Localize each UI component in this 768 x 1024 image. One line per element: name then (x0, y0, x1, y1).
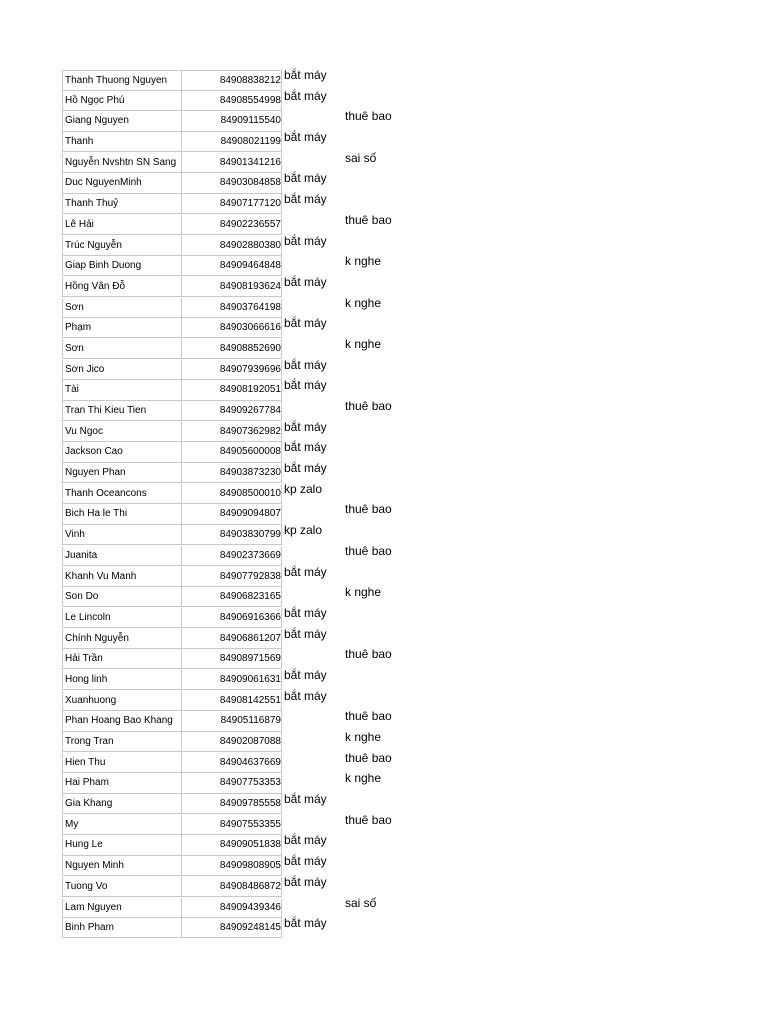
call-status-cell[interactable]: bắt máy (284, 130, 327, 145)
contact-name-cell[interactable]: Sơn (62, 339, 182, 359)
contact-name-cell[interactable]: Vinh (62, 525, 182, 545)
phone-number-cell[interactable]: 84908192051 (181, 380, 282, 400)
call-status-cell[interactable]: kp zalo (284, 481, 323, 496)
contact-name-cell[interactable]: Sơn (62, 298, 182, 318)
phone-number-cell[interactable]: 84908486872 (181, 877, 282, 897)
phone-number-cell[interactable]: 84906861207 (181, 629, 282, 649)
table-row (62, 564, 522, 588)
phone-number-cell[interactable]: 84909439346 (181, 898, 282, 918)
phone-number-cell[interactable]: 84909464848 (181, 256, 282, 276)
contact-name-cell[interactable]: Le Lincoln (62, 608, 182, 628)
note-cell[interactable]: thuê bao (345, 750, 392, 765)
phone-number-cell[interactable]: 84908852690 (181, 339, 282, 359)
contact-name-cell[interactable]: Hung Le (62, 835, 182, 855)
note-cell[interactable]: k nghe (345, 295, 382, 310)
contact-name-cell[interactable]: Binh Pham (62, 918, 182, 938)
table-row (62, 874, 522, 898)
phone-number-cell[interactable]: 84909267784 (181, 401, 282, 421)
note-cell[interactable]: thuê bao (345, 502, 392, 517)
phone-number-cell[interactable]: 84903873230 (181, 463, 282, 483)
table-row (62, 794, 522, 815)
call-status-cell[interactable]: bắt máy (284, 316, 327, 331)
phone-number-cell[interactable]: 84908142551 (181, 691, 282, 711)
phone-number-cell[interactable]: 84908021199 (181, 132, 282, 152)
note-cell[interactable]: thuê bao (345, 109, 392, 124)
contact-name-cell[interactable]: Phan Hoang Bao Khang (62, 711, 182, 731)
phone-number-cell[interactable]: 84907553355 (181, 815, 282, 835)
contact-name-cell[interactable]: Hồ Ngọc Phú (62, 91, 182, 111)
note-cell[interactable]: thuê bao (345, 647, 392, 662)
phone-number-cell[interactable]: 84907753353 (181, 773, 282, 793)
call-status-cell[interactable]: bắt máy (284, 605, 327, 620)
phone-number-cell[interactable]: 84905600008 (181, 442, 282, 462)
phone-number-cell[interactable]: 84909808905 (181, 856, 282, 876)
table-row (62, 132, 522, 153)
contact-name-cell[interactable]: Vu Ngoc (62, 422, 182, 442)
table-row (62, 318, 522, 339)
contact-name-cell[interactable]: Gia Khang (62, 794, 182, 814)
note-cell[interactable]: thuê bao (345, 212, 392, 227)
table-row (62, 88, 522, 112)
phone-number-cell[interactable]: 84902880380 (181, 236, 282, 256)
call-status-cell[interactable]: bắt máy (284, 688, 327, 703)
contact-name-cell[interactable]: Hien Thu (62, 753, 182, 773)
call-status-cell[interactable]: bắt máy (284, 88, 327, 103)
contact-name-cell[interactable]: Lam Nguyen (62, 898, 182, 918)
phone-number-cell[interactable]: 84903830799 (181, 525, 282, 545)
phone-number-cell[interactable]: 84904637669 (181, 753, 282, 773)
table-row (62, 274, 522, 298)
phone-number-cell[interactable]: 84907177120 (181, 194, 282, 214)
contact-name-cell[interactable]: Phạm (62, 318, 182, 338)
contact-name-cell[interactable]: Giang Nguyen (62, 111, 182, 131)
call-status-cell[interactable]: bắt máy (284, 626, 327, 641)
contact-name-cell[interactable]: Tran Thi Kieu Tien (62, 401, 182, 421)
phone-number-cell[interactable]: 84909785558 (181, 794, 282, 814)
contact-name-cell[interactable]: Juanita (62, 546, 182, 566)
phone-number-cell[interactable]: 84908971569 (181, 649, 282, 669)
call-status-cell[interactable]: bắt máy (284, 667, 327, 682)
call-status-cell[interactable]: bắt máy (284, 564, 327, 579)
call-status-cell[interactable]: bắt máy (284, 357, 327, 372)
contact-name-cell[interactable]: Tuong Vo (62, 877, 182, 897)
phone-number-cell[interactable]: 84907792838 (181, 567, 282, 587)
phone-number-cell[interactable]: 84907362982 (181, 422, 282, 442)
phone-number-cell[interactable]: 84903066616 (181, 318, 282, 338)
contact-name-cell[interactable]: Giap Binh Duong (62, 256, 182, 276)
contact-name-cell[interactable]: Chính Nguyễn (62, 629, 182, 649)
contact-name-cell[interactable]: Thanh Thuỷ (62, 194, 182, 214)
table-row (62, 525, 522, 546)
table-row (62, 233, 522, 257)
phone-number-cell[interactable]: 84901341216 (181, 153, 282, 173)
note-cell[interactable]: thuê bao (345, 543, 392, 558)
phone-number-cell[interactable]: 84908838212 (181, 70, 282, 91)
table-row (62, 750, 522, 774)
note-cell[interactable]: sai số (345, 895, 377, 910)
call-status-cell[interactable]: kp zalo (284, 523, 323, 538)
note-cell[interactable]: k nghe (345, 585, 382, 600)
contact-name-cell[interactable]: Jackson Cao (62, 442, 182, 462)
contact-name-cell[interactable]: Hồng Vân Đỗ (62, 277, 182, 297)
call-status-cell[interactable]: bắt máy (284, 233, 327, 248)
contact-name-cell[interactable]: Xuanhuong (62, 691, 182, 711)
contact-name-cell[interactable]: My (62, 815, 182, 835)
call-status-cell[interactable]: bắt máy (284, 916, 327, 931)
call-status-cell[interactable]: bắt máy (284, 274, 327, 289)
phone-number-cell[interactable]: 84909248145 (181, 918, 282, 938)
contact-name-cell[interactable]: Son Do (62, 587, 182, 607)
phone-number-cell[interactable]: 84908500010 (181, 484, 282, 504)
note-cell[interactable]: k nghe (345, 771, 382, 786)
table-row (62, 194, 522, 215)
phone-number-cell[interactable]: 84903084858 (181, 173, 282, 193)
table-row (62, 918, 522, 939)
call-status-cell[interactable]: bắt máy (284, 874, 327, 889)
table-row (62, 711, 522, 732)
phone-number-cell[interactable]: 84909115540 (181, 111, 282, 131)
contact-name-cell[interactable]: Sơn Jico (62, 360, 182, 380)
note-cell[interactable]: thuê bao (345, 709, 392, 724)
table-row (62, 626, 522, 650)
contact-name-cell[interactable]: Trúc Nguyễn (62, 236, 182, 256)
note-cell[interactable]: k nghe (345, 730, 382, 744)
phone-number-cell[interactable]: 84909051838 (181, 835, 282, 855)
contact-name-cell[interactable]: Nguyen Phan (62, 463, 182, 483)
note-cell[interactable]: k nghe (345, 254, 382, 269)
phone-number-cell[interactable]: 84909061631 (181, 670, 282, 690)
phone-number-cell[interactable]: 84909094807 (181, 504, 282, 524)
call-status-cell[interactable]: bắt máy (284, 378, 327, 393)
contact-name-cell[interactable]: Hong linh (62, 670, 182, 690)
note-cell[interactable]: thuê bao (345, 399, 392, 413)
phone-number-cell[interactable]: 84902373669 (181, 546, 282, 566)
note-cell[interactable]: sai số (345, 150, 377, 165)
contact-name-cell[interactable]: Duc NguyenMinh (62, 173, 182, 193)
contact-name-cell[interactable]: Thanh Oceancons (62, 484, 182, 504)
contact-name-cell[interactable]: Nguyễn Nvshtn SN Sang (62, 153, 182, 173)
phone-number-cell[interactable]: 84902087088 (181, 732, 282, 752)
call-status-cell[interactable]: bắt máy (284, 440, 327, 455)
note-cell[interactable]: thuê bao (345, 812, 392, 827)
contact-sheet (62, 70, 522, 939)
phone-number-cell[interactable]: 84908554998 (181, 91, 282, 111)
phone-number-cell[interactable]: 84905116879 (181, 711, 282, 731)
contact-name-cell[interactable]: Lê Hải (62, 215, 182, 235)
call-status-cell[interactable]: bắt máy (284, 792, 327, 807)
contact-name-cell[interactable]: Trong Tran (62, 732, 182, 752)
phone-number-cell[interactable]: 84907939696 (181, 360, 282, 380)
contact-name-cell[interactable]: Bich Ha le Thi (62, 504, 182, 524)
table-row (62, 380, 522, 401)
table-row (62, 688, 522, 712)
table-row (62, 732, 522, 753)
call-status-cell[interactable]: bắt máy (284, 854, 327, 869)
contact-name-cell[interactable]: Hải Trần (62, 649, 182, 669)
phone-number-cell[interactable]: 84903764198 (181, 298, 282, 318)
call-status-cell[interactable]: bắt máy (284, 192, 327, 207)
note-cell[interactable]: k nghe (345, 336, 382, 351)
phone-number-cell[interactable]: 84902236557 (181, 215, 282, 235)
call-status-cell[interactable]: bắt máy (284, 833, 327, 848)
call-status-cell[interactable]: bắt máy (284, 171, 327, 186)
contact-name-cell[interactable]: Tài (62, 380, 182, 400)
call-status-cell[interactable]: bắt máy (284, 461, 327, 476)
call-status-cell[interactable]: bắt máy (284, 68, 327, 82)
phone-number-cell[interactable]: 84906916366 (181, 608, 282, 628)
contact-name-cell[interactable]: Thanh Thuong Nguyen (62, 70, 182, 91)
contact-name-cell[interactable]: Hai Pham (62, 773, 182, 793)
contact-name-cell[interactable]: Thanh (62, 132, 182, 152)
contact-name-cell[interactable]: Nguyen Minh (62, 856, 182, 876)
contact-name-cell[interactable]: Khanh Vu Manh (62, 567, 182, 587)
table-row (62, 481, 522, 505)
call-status-cell[interactable]: bắt máy (284, 419, 327, 434)
phone-number-cell[interactable]: 84906823165 (181, 587, 282, 607)
phone-number-cell[interactable]: 84908193624 (181, 277, 282, 297)
